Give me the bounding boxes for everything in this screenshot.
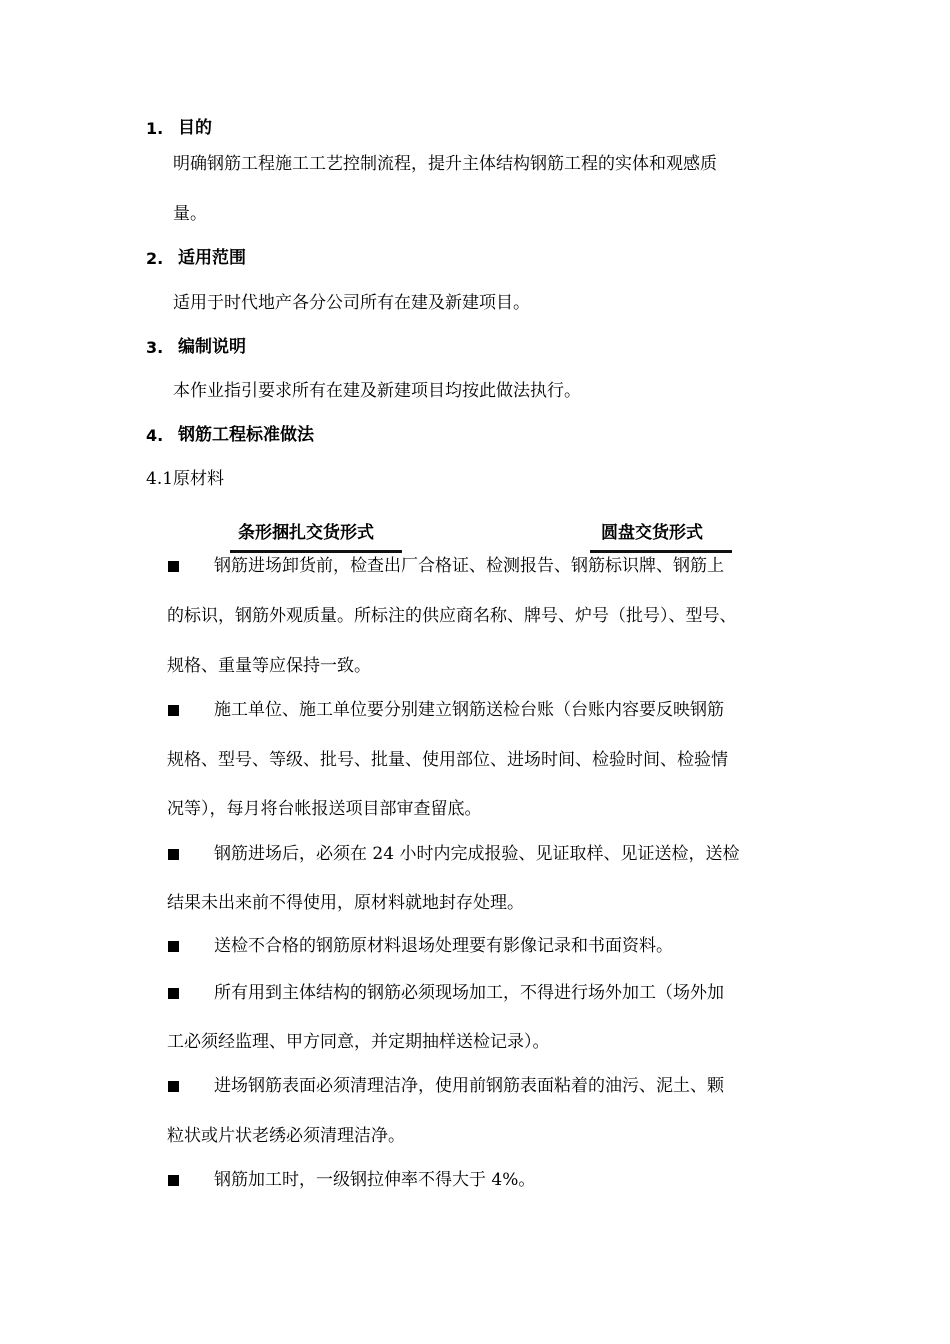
bullet-1-line-3: 规格、重量等应保持一致。 bbox=[167, 656, 371, 676]
bullet-square-icon bbox=[168, 849, 179, 860]
caption-left-underline bbox=[230, 550, 402, 553]
bullet-4-line-1: 送检不合格的钢筋原材料退场处理要有影像记录和书面资料。 bbox=[214, 936, 673, 956]
bullet-2-line-2: 规格、型号、等级、批号、批量、使用部位、进场时间、检验时间、检验情 bbox=[167, 750, 728, 770]
bullet-5-line-2: 工必须经监理、甲方同意，并定期抽样送检记录）。 bbox=[167, 1032, 550, 1052]
subsection-4-1-label: 4.1原材料 bbox=[146, 469, 225, 489]
section-2-title: 适用范围 bbox=[178, 248, 246, 268]
section-2-number: 2. bbox=[146, 249, 164, 268]
section-1-body-line-1: 明确钢筋工程施工工艺控制流程，提升主体结构钢筋工程的实体和观感质 bbox=[173, 154, 717, 174]
bullet-1-line-2: 的标识，钢筋外观质量。所标注的供应商名称、牌号、炉号（批号）、型号、 bbox=[167, 606, 737, 626]
caption-right: 圆盘交货形式 bbox=[601, 523, 703, 543]
section-1-number: 1. bbox=[146, 119, 164, 138]
section-4-title: 钢筋工程标准做法 bbox=[178, 425, 314, 445]
bullet-square-icon bbox=[168, 941, 179, 952]
section-2-body-line-1: 适用于时代地产各分公司所有在建及新建项目。 bbox=[173, 293, 530, 313]
bullet-square-icon bbox=[168, 988, 179, 999]
bullet-square-icon bbox=[168, 561, 179, 572]
bullet-1-line-1: 钢筋进场卸货前，检查出厂合格证、检测报告、钢筋标识牌、钢筋上 bbox=[214, 556, 724, 576]
section-3-number: 3. bbox=[146, 338, 164, 357]
bullet-6-line-1: 进场钢筋表面必须清理洁净，使用前钢筋表面粘着的油污、泥土、颗 bbox=[214, 1076, 724, 1096]
bullet-6-line-2: 粒状或片状老绣必须清理洁净。 bbox=[167, 1126, 405, 1146]
bullet-2-line-1: 施工单位、施工单位要分别建立钢筋送检台账（台账内容要反映钢筋 bbox=[214, 700, 724, 720]
bullet-5-line-1: 所有用到主体结构的钢筋必须现场加工，不得进行场外加工（场外加 bbox=[214, 983, 724, 1003]
bullet-3-line-1: 钢筋进场后，必须在 24 小时内完成报验、见证取样、见证送检，送检 bbox=[214, 844, 740, 864]
section-3-body-line-1: 本作业指引要求所有在建及新建项目均按此做法执行。 bbox=[173, 381, 581, 401]
caption-left: 条形捆扎交货形式 bbox=[238, 523, 374, 543]
bullet-2-line-3: 况等），每月将台帐报送项目部审查留底。 bbox=[167, 799, 482, 819]
caption-right-underline bbox=[590, 550, 732, 553]
section-1-title: 目的 bbox=[178, 118, 212, 138]
section-1-body-line-2: 量。 bbox=[173, 204, 207, 224]
bullet-7-line-1: 钢筋加工时，一级钢拉伸率不得大于 4%。 bbox=[214, 1170, 536, 1190]
bullet-square-icon bbox=[168, 1175, 179, 1186]
bullet-square-icon bbox=[168, 1081, 179, 1092]
bullet-square-icon bbox=[168, 705, 179, 716]
section-3-title: 编制说明 bbox=[178, 337, 246, 357]
section-4-number: 4. bbox=[146, 426, 164, 445]
bullet-3-line-2: 结果未出来前不得使用，原材料就地封存处理。 bbox=[167, 893, 524, 913]
